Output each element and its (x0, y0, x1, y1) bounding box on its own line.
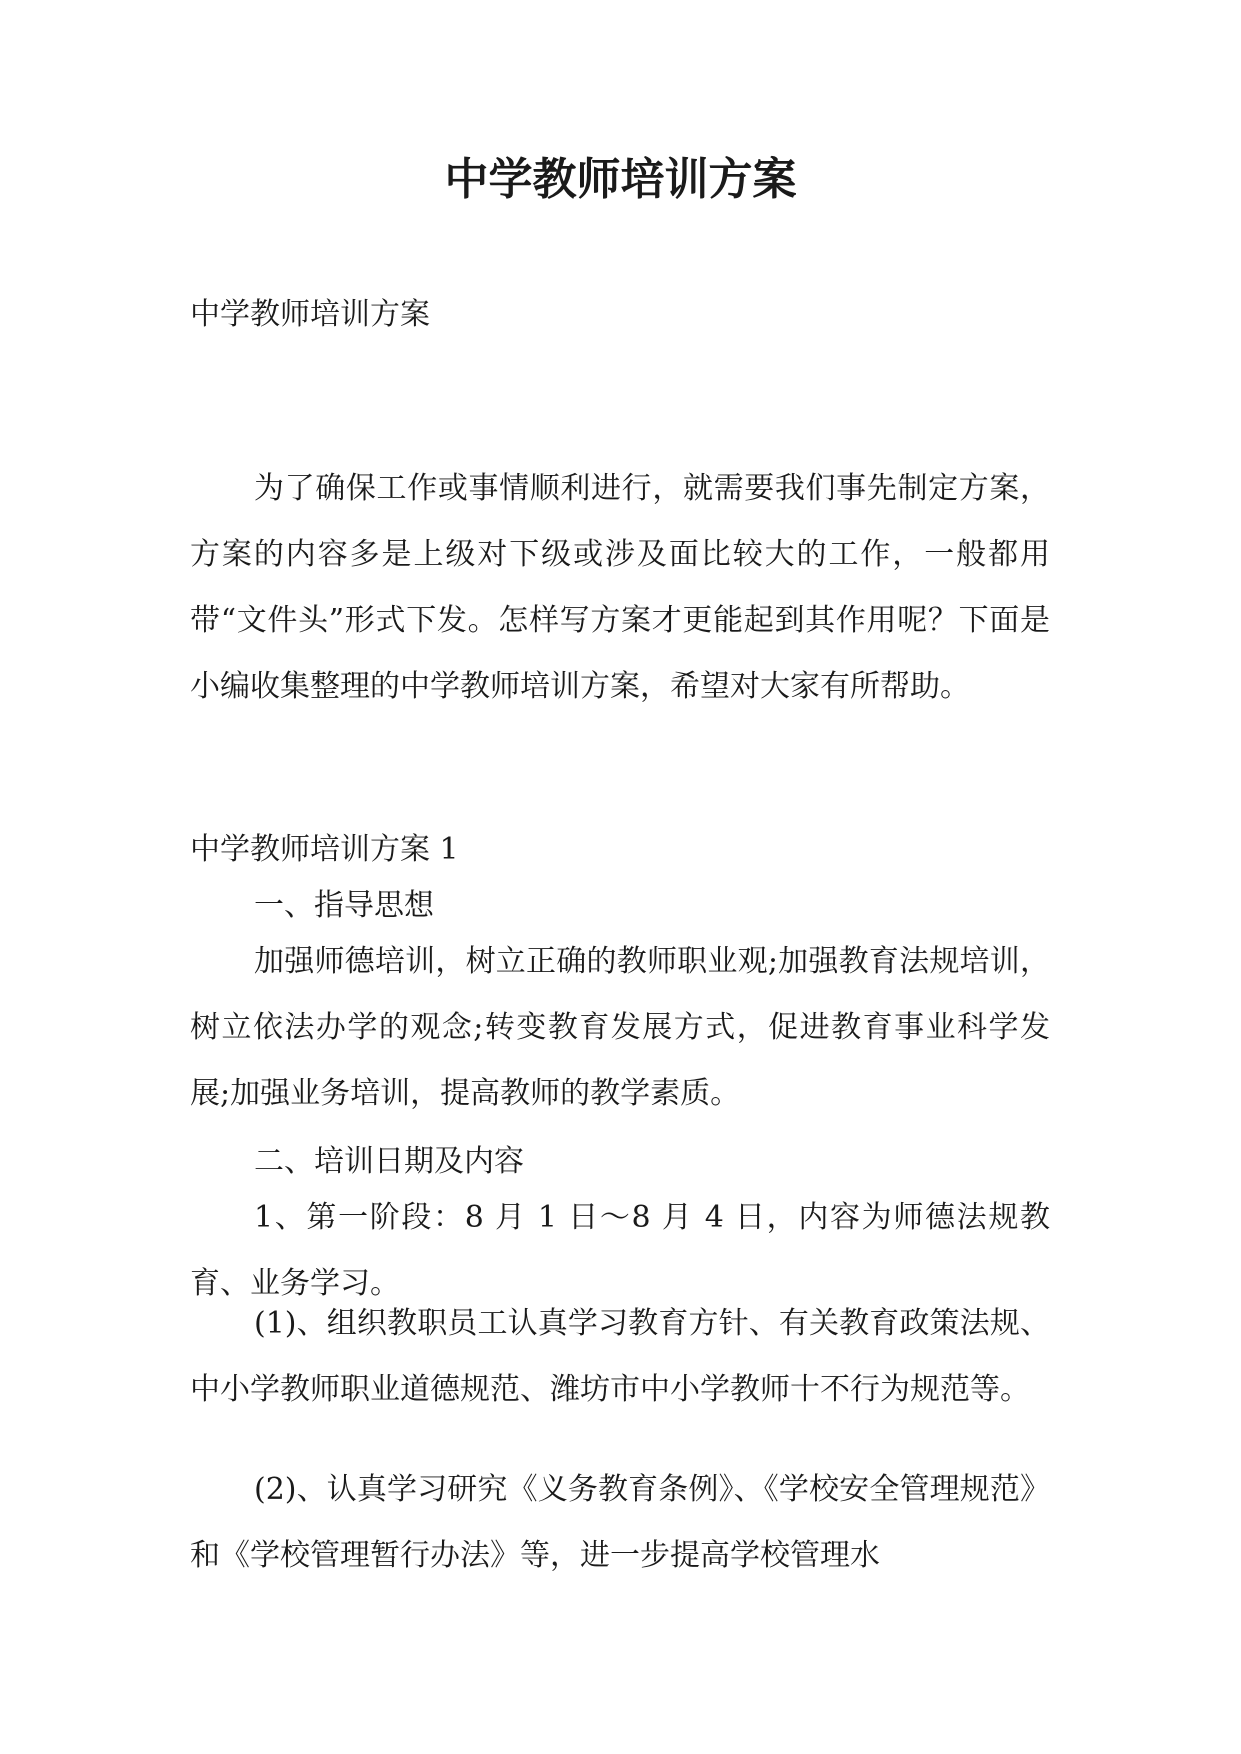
section-title: 中学教师培训方案 1 (190, 832, 459, 867)
heading-guiding-thought: 一、指导思想 (254, 888, 434, 923)
intro-paragraph: 为了确保工作或事情顺利进行，就需要我们事先制定方案，方案的内容多是上级对下级或涉及面比较大的工作，一般都用带“文件头”形式下发。怎样写方案才更能起到其作用呢？下面是小编收集整理的中学教师培训方案，希望对大家有所帮助。 (190, 471, 1050, 704)
document-subtitle: 中学教师培训方案 (190, 297, 430, 332)
paragraph-guiding-thought: 加强师德培训，树立正确的教师职业观;加强教育法规培训，树立依法办学的观念;转变教育发展方式，促进教育事业科学发展;加强业务培训，提高教师的教学素质。 (190, 944, 1050, 1111)
paragraph-item-2: (2)、认真学习研究《义务教育条例》、《学校安全管理规范》和《学校管理暂行办法》等，进一步提高学校管理水 (190, 1472, 1050, 1573)
paragraph-item-1: (1)、组织教职员工认真学习教育方针、有关教育政策法规、中小学教师职业道德规范、潍坊市中小学教师十不行为规范等。 (190, 1306, 1050, 1407)
paragraph-stage-one: 1、第一阶段：8 月 1 日～8 月 4 日，内容为师德法规教育、业务学习。 (190, 1200, 1050, 1301)
heading-training-schedule: 二、培训日期及内容 (254, 1144, 524, 1179)
document-title: 中学教师培训方案 (444, 154, 797, 205)
